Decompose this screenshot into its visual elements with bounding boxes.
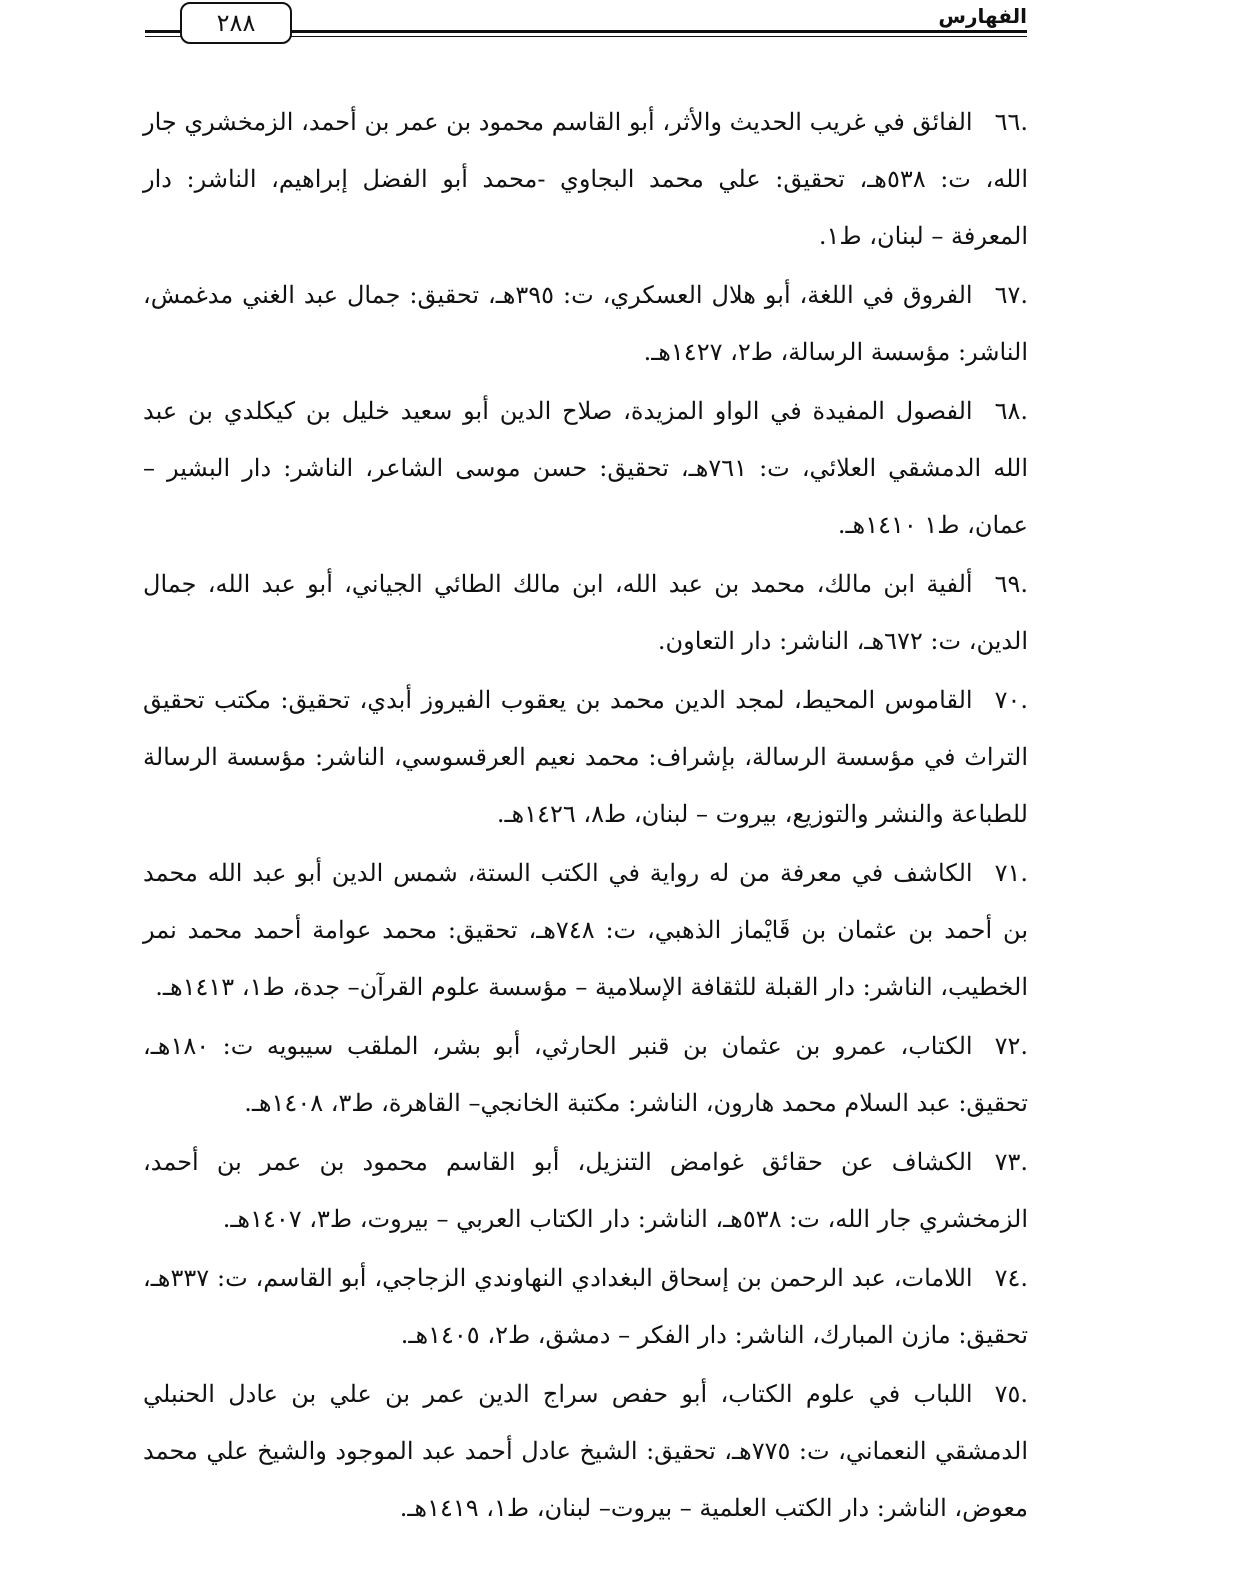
entry-text: الكشاف عن حقائق غوامض التنزيل، أبو القاسم محمود بن عمر بن أحمد، الزمخشري جار الله، ت: ٥٣٨هـ، الناشر: دار الكتاب العربي – بيروت، ط٣، ١٤٠٧هـ. — [143, 1148, 1028, 1233]
bibliography-entry — [143, 1250, 1028, 1364]
entry-number: .٧٥ — [994, 1380, 1028, 1408]
entry-text: ألفية ابن مالك، محمد بن عبد الله، ابن مالك الطائي الجياني، أبو عبد الله، جمال الدين، ت: ٦٧٢هـ، الناشر: دار التعاون. — [143, 570, 1028, 655]
section-title: الفهارس — [938, 4, 1027, 28]
bibliography-entry — [143, 267, 1028, 381]
entry-number: .٧٠ — [994, 686, 1028, 714]
entry-number: .٧٤ — [994, 1264, 1028, 1292]
entry-text: الكتاب، عمرو بن عثمان بن قنبر الحارثي، أبو بشر، الملقب سيبويه ت: ١٨٠هـ، تحقيق: عبد السلام محمد هارون، الناشر: مكتبة الخانجي– القاهرة، ط٣، ١٤٠٨هـ. — [143, 1032, 1028, 1117]
bibliography-entry — [143, 1018, 1028, 1132]
entry-number: .٦٨ — [994, 397, 1028, 425]
entry-number: .٦٦ — [994, 108, 1028, 136]
bibliography-entry — [143, 845, 1028, 1016]
entry-text: الفصول المفيدة في الواو المزيدة، صلاح الدين أبو سعيد خليل بن كيكلدي بن عبد الله الدمشقي العلائي، ت: ٧٦١هـ، تحقيق: حسن موسى الشاعر، الناشر: دار البشير – عمان، ط١ ١٤١٠هـ. — [143, 397, 1028, 539]
entry-number: .٧٢ — [994, 1032, 1028, 1060]
entry-text: الكاشف في معرفة من له رواية في الكتب الستة، شمس الدين أبو عبد الله محمد بن أحمد بن عثمان بن قَايْماز الذهبي، ت: ٧٤٨هـ، تحقيق: محمد عوامة أحمد محمد نمر الخطيب، الناشر: دار القبلة للثقافة الإسلامية – مؤسسة علوم القرآن– جدة، ط١، ١٤١٣هـ. — [143, 859, 1028, 1001]
bibliography-entry — [143, 383, 1028, 554]
page-number: ٢٨٨ — [180, 2, 292, 44]
entry-text: اللامات، عبد الرحمن بن إسحاق البغدادي النهاوندي الزجاجي، أبو القاسم، ت: ٣٣٧هـ، تحقيق: مازن المبارك، الناشر: دار الفكر – دمشق، ط٢، ١٤٠٥هـ. — [143, 1264, 1028, 1349]
bibliography-entry — [143, 94, 1028, 265]
entry-number: .٦٧ — [994, 281, 1028, 309]
bibliography-entry — [143, 556, 1028, 670]
entry-number: .٧١ — [994, 859, 1028, 887]
page-header — [0, 0, 1240, 60]
entry-text: اللباب في علوم الكتاب، أبو حفص سراج الدين عمر بن علي بن عادل الحنبلي الدمشقي النعماني، ت: ٧٧٥هـ، تحقيق: الشيخ عادل أحمد عبد الموجود والشيخ علي محمد معوض، الناشر: دار الكتب العلمية – بيروت– لبنان، ط١، ١٤١٩هـ. — [143, 1380, 1028, 1522]
bibliography-entry — [143, 672, 1028, 843]
bibliography-entry — [143, 1366, 1028, 1537]
entry-number: .٦٩ — [994, 570, 1028, 598]
entry-number: .٧٣ — [994, 1148, 1029, 1176]
entry-text: الفائق في غريب الحديث والأثر، أبو القاسم محمود بن عمر بن أحمد، الزمخشري جار الله، ت: ٥٣٨هـ، تحقيق: علي محمد البجاوي -محمد أبو الفضل إبراهيم، الناشر: دار المعرفة – لبنان، ط١. — [143, 108, 1028, 250]
entry-text: القاموس المحيط، لمجد الدين محمد بن يعقوب الفيروز أبدي، تحقيق: مكتب تحقيق التراث في مؤسسة الرسالة، بإشراف: محمد نعيم العرقسوسي، الناشر: مؤسسة الرسالة للطباعة والنشر والتوزيع، بيروت – لبنان، ط٨، ١٤٢٦هـ. — [143, 686, 1028, 828]
bibliography-list — [143, 94, 1028, 1539]
bibliography-entry — [143, 1134, 1028, 1248]
entry-text: الفروق في اللغة، أبو هلال العسكري، ت: ٣٩٥هـ، تحقيق: جمال عبد الغني مدغمش، الناشر: مؤسسة الرسالة، ط٢، ١٤٢٧هـ. — [143, 281, 1028, 366]
